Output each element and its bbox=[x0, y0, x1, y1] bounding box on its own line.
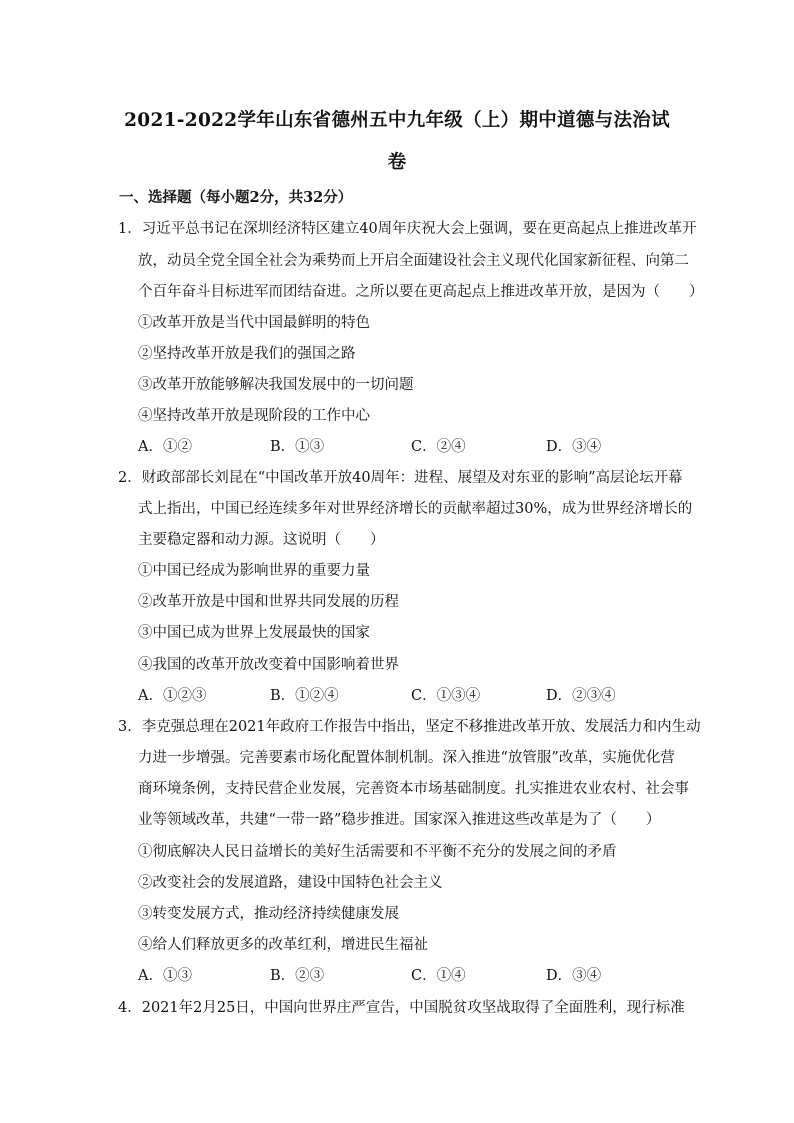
question-3-statement: ①彻底解决人民日益增长的美好生活需要和不平衡不充分的发展之间的矛盾 bbox=[138, 844, 617, 860]
option-d[interactable]: D．②③④ bbox=[546, 688, 616, 704]
question-1-stem-line: 个百年奋斗目标进军而团结奋进。之所以要在更高起点上推进改革开放，是因为（ ） bbox=[138, 284, 704, 300]
option-c[interactable]: C．①③④ bbox=[411, 688, 481, 704]
option-a[interactable]: A．①②③ bbox=[138, 688, 207, 704]
option-b[interactable]: B．①③ bbox=[270, 439, 325, 455]
question-3-stem-line: 业等领域改革，共建“一带一路”稳步推进。国家深入推进这些改革是为了（ ） bbox=[138, 812, 661, 828]
question-4-stem-line: 4．2021年2月25日，中国向世界庄严宣告，中国脱贫攻坚战取得了全面胜利，现行标准 bbox=[118, 1000, 685, 1016]
question-3-stem-line: 商环境条例，支持民营企业发展，完善资本市场基础制度。扎实推进农业农村、社会事 bbox=[138, 781, 689, 797]
question-3-statement: ②改变社会的发展道路，建设中国特色社会主义 bbox=[138, 875, 443, 891]
option-b[interactable]: B．②③ bbox=[270, 968, 325, 984]
option-d[interactable]: D．③④ bbox=[546, 439, 602, 455]
option-d[interactable]: D．③④ bbox=[546, 968, 602, 984]
exam-title-line-2: 卷 bbox=[387, 152, 407, 173]
question-2-statement: ①中国已经成为影响世界的重要力量 bbox=[138, 563, 370, 579]
question-3-statement: ④给人们释放更多的改革红利，增进民生福祉 bbox=[138, 937, 428, 953]
question-2-statement: ②改革开放是中国和世界共同发展的历程 bbox=[138, 594, 399, 610]
question-1-statement: ④坚持改革开放是现阶段的工作中心 bbox=[138, 408, 370, 424]
option-b[interactable]: B．①②④ bbox=[270, 688, 339, 704]
option-a[interactable]: A．①② bbox=[138, 439, 192, 455]
question-3-stem-line: 力进一步增强。完善要素市场化配置体制机制。深入推进“放管服”改革，实施优化营 bbox=[138, 750, 675, 766]
question-1-stem-line: 放，动员全党全国全社会为乘势而上开启全面建设社会主义现代化国家新征程、向第二 bbox=[138, 253, 689, 269]
question-2-stem-line: 式上指出，中国已经连续多年对世界经济增长的贡献率超过30%，成为世界经济增长的 bbox=[138, 501, 693, 517]
section-heading: 一、选择题（每小题2分，共32分） bbox=[119, 189, 353, 206]
question-2-stem-line: 主要稳定器和动力源。这说明（ ） bbox=[138, 532, 385, 548]
option-a[interactable]: A．①③ bbox=[138, 968, 192, 984]
question-2-statement: ④我国的改革开放改变着中国影响着世界 bbox=[138, 657, 399, 673]
option-c[interactable]: C．②④ bbox=[411, 439, 466, 455]
question-1-statement: ①改革开放是当代中国最鲜明的特色 bbox=[138, 315, 370, 331]
option-c[interactable]: C．①④ bbox=[411, 968, 466, 984]
question-1-stem-line: 1．习近平总书记在深圳经济特区建立40周年庆祝大会上强调，要在更高起点上推进改革开 bbox=[118, 221, 697, 237]
question-1-statement: ③改革开放能够解决我国发展中的一切问题 bbox=[138, 377, 414, 393]
question-3-stem-line: 3．李克强总理在2021年政府工作报告中指出，坚定不移推进改革开放、发展活力和内生动 bbox=[118, 719, 701, 735]
question-3-statement: ③转变发展方式，推动经济持续健康发展 bbox=[138, 906, 399, 922]
question-2-statement: ③中国已成为世界上发展最快的国家 bbox=[138, 625, 370, 641]
question-1-statement: ②坚持改革开放是我们的强国之路 bbox=[138, 346, 356, 362]
exam-title-line-1: 2021-2022学年山东省德州五中九年级（上）期中道德与法治试 bbox=[124, 110, 670, 131]
question-2-stem-line: 2．财政部部长刘昆在“中国改革开放40周年：进程、展望及对东亚的影响”高层论坛开幕 bbox=[118, 470, 683, 486]
